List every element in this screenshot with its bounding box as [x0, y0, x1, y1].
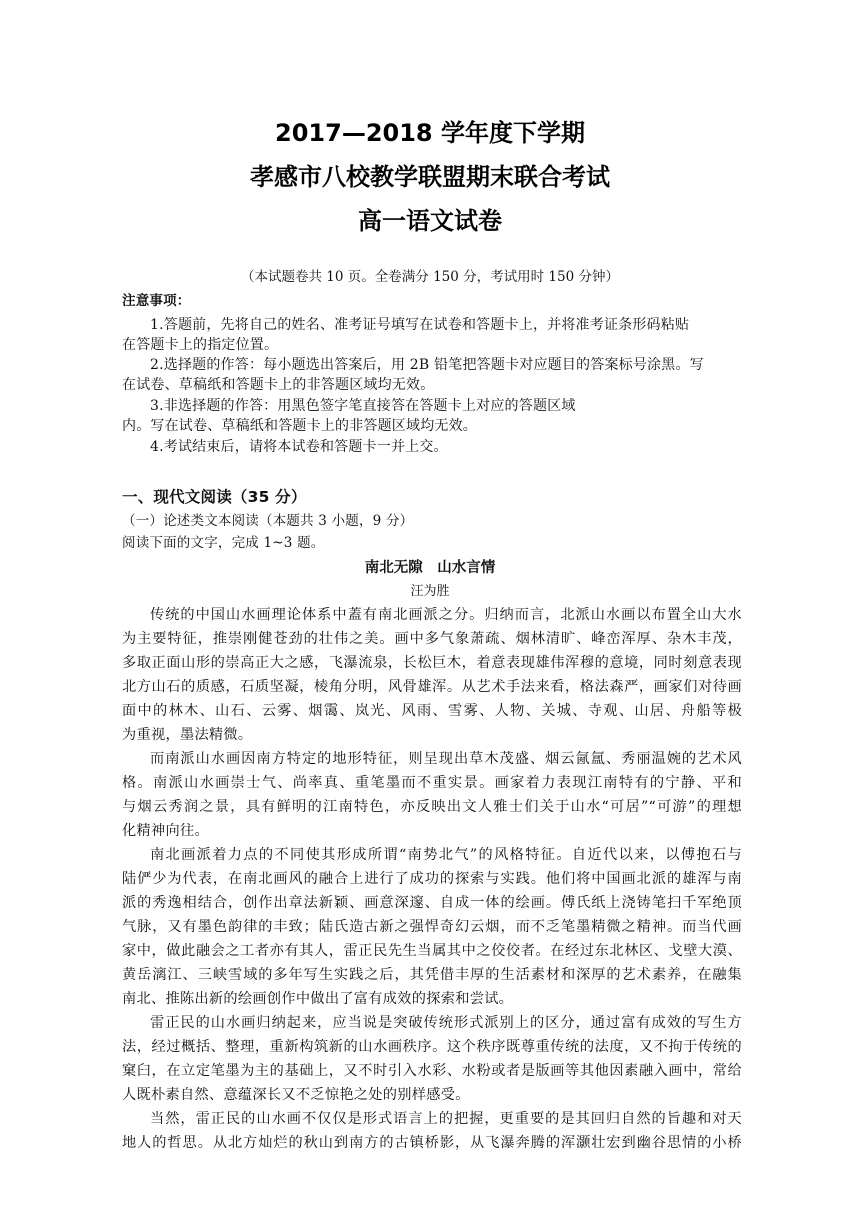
- notice-line: 2.选择题的作答：每小题选出答案后，用 2B 铅笔把答题卡对应题目的答案标号涂黑。写: [150, 357, 704, 373]
- article-line: 当然，雷正民的山水画不仅仅是形式语言上的把握，更重要的是其回归自然的旨趣和对天: [150, 1111, 742, 1127]
- notice-heading: 注意事项：: [122, 293, 191, 309]
- paper-subject-title: 高一语文试卷: [358, 207, 502, 235]
- article-line: 为主要特征，推崇刚健苍劲的壮伟之美。画中多气象萧疏、烟林清旷、峰峦浑厚、杂木丰茂，: [122, 631, 742, 647]
- exam-info: （本试题卷共 10 页。全卷满分 150 分，考试用时 150 分钟）: [241, 269, 619, 285]
- exam-year-title: 2017—2018 学年度下学期: [275, 119, 585, 147]
- notice-line: 1.答题前，先将自己的姓名、准考证号填写在试卷和答题卡上，并将准考证条形码粘贴: [150, 317, 690, 333]
- article-line: 格。南派山水画崇士气、尚率真、重笔墨而不重实景。画家着力表现江南特有的宁静、平和: [122, 775, 742, 791]
- article-line: 面中的林木、山石、云雾、烟霭、岚光、风雨、雪雾、人物、关城、寺观、山居、舟船等极: [122, 703, 742, 719]
- article-line: 传统的中国山水画理论体系中蓋有南北画派之分。归纳而言，北派山水画以布置全山大水: [150, 607, 742, 623]
- article-line: 南北画派着力点的不同使其形成所谓“南势北气”的风格特征。自近代以来，以傅抱石与: [150, 847, 742, 863]
- notice-line: 3.非选择题的作答：用黑色签字笔直接答在答题卡上对应的答题区域: [150, 398, 576, 414]
- article-line: 化精神向往。: [122, 823, 209, 839]
- article-line: 黄岳漓江、三峡雪域的多年写生实践之后，其凭借丰厚的生活素材和深厚的艺术素养，在融集: [122, 967, 742, 983]
- article-line: 陆俨少为代表，在南北画风的融合上进行了成功的探索与实践。他们将中国画北派的雄浑与南: [122, 871, 742, 887]
- article-line: 地人的哲思。从北方灿烂的秋山到南方的古镇桥影，从飞瀑奔腾的浑灏壮宏到幽谷思情的小桥: [122, 1135, 742, 1151]
- article-title: 南北无隙 山水言情: [364, 560, 496, 576]
- exam-name-title: 孝感市八校教学联盟期末联合考试: [250, 163, 610, 191]
- article-line: 气脉，又有墨色韵律的丰致；陆氏造古新之强悍奇幻云烟，而不乏笔墨精微之精神。而当代画: [122, 919, 742, 935]
- article-author: 汪为胜: [410, 584, 450, 599]
- article-line: 多取正面山形的崇高正大之感，飞瀑流泉，长松巨木，着意表现雄伟浑穆的意境，同时刻意表现: [122, 655, 742, 671]
- article-line: 派的秀逸相结合，创作出章法新颖、画意深邃、自成一体的绘画。傅氏纸上浇铸笔扫千军绝顶: [122, 895, 742, 911]
- article-line: 与烟云秀润之景，具有鲜明的江南特色，亦反映出文人雅士们关于山水“可居”“可游”的理想: [122, 799, 742, 815]
- section-subtitle: （一）论述类文本阅读（本题共 3 小题，9 分）: [122, 513, 414, 529]
- section-title: 一、现代文阅读（35 分）: [122, 488, 307, 506]
- article-line: 雷正民的山水画归纳起来，应当说是突破传统形式派别上的区分，通过富有成效的写生方: [150, 1015, 742, 1031]
- notice-line: 在答题卡上的指定位置。: [122, 337, 279, 353]
- notice-line: 内。写在试卷、草稿纸和答题卡上的非答题区域均无效。: [122, 418, 477, 434]
- article-line: 北方山石的质感，石质坚凝，棱角分明，风骨雄浑。从艺术手法来看，格法森严，画家们对待画: [122, 679, 742, 695]
- section-instruction: 阅读下面的文字，完成 1~3 题。: [122, 535, 325, 551]
- article-line: 法，经过概括、整理，重新构筑新的山水画秩序。这个秩序既尊重传统的法度，又不拘于传统的: [122, 1039, 742, 1055]
- article-line: 为重视，墨法精微。: [122, 727, 253, 743]
- article-line: 南北、推陈出新的绘画创作中做出了富有成效的探索和尝试。: [122, 991, 514, 1007]
- article-line: 人既朴素自然、意蕴深长又不乏惊艳之处的别样感受。: [122, 1087, 470, 1103]
- article-line: 家中，做此融会之工者亦有其人，雷正民先生当属其中之佼佼者。在经过东北林区、戈壁大漠、: [122, 943, 742, 959]
- notice-line: 4.考试结束后，请将本试卷和答题卡一并上交。: [150, 439, 448, 455]
- notice-line: 在试卷、草稿纸和答题卡上的非答题区域均无效。: [122, 377, 435, 393]
- article-line: 而南派山水画因南方特定的地形特征，则呈现出草木茂盛、烟云氤氲、秀丽温婉的艺术风: [150, 751, 742, 767]
- article-line: 窠臼，在立定笔墨为主的基础上，又不时引入水彩、水粉或者是版画等其他因素融入画中，常给: [122, 1063, 742, 1079]
